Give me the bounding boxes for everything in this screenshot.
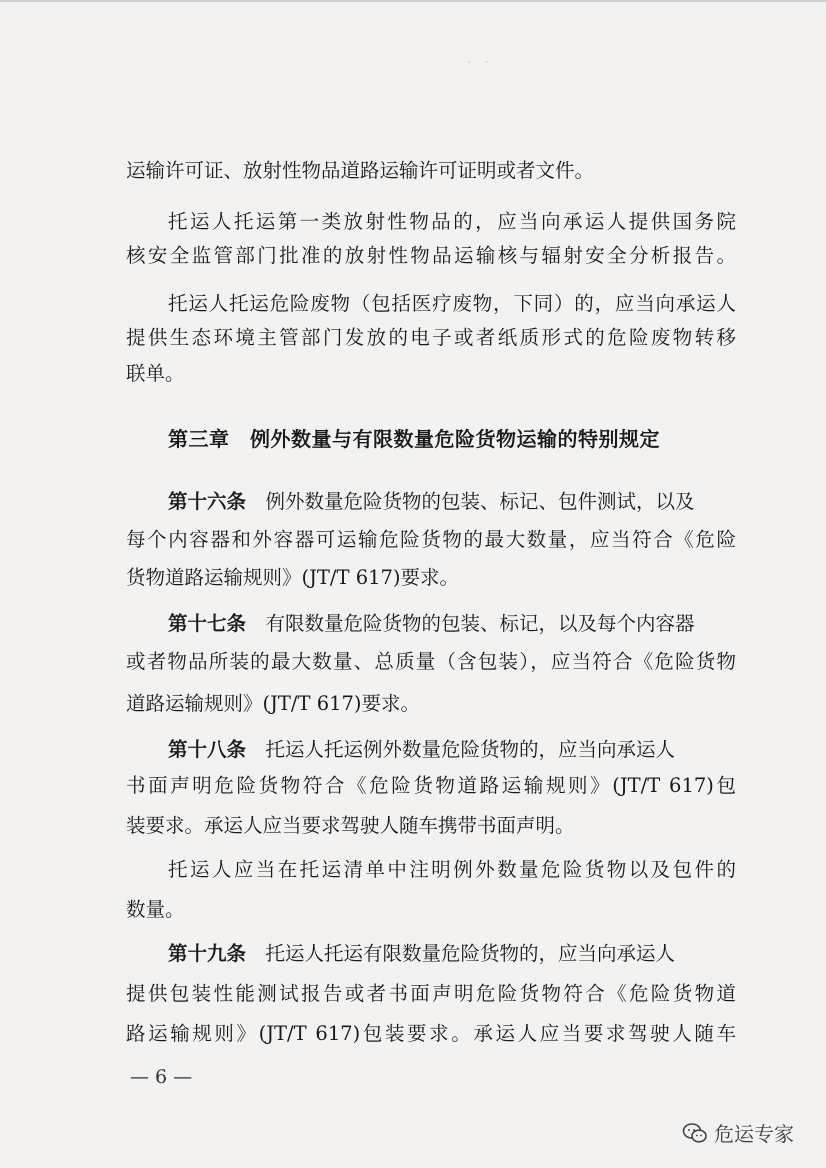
article-label: 第十九条 [168,942,247,965]
text-line: 托运人应当在托运清单中注明例外数量危险货物以及包件的 [168,858,736,881]
text-line: 托运人托运例外数量危险货物的，应当向承运人 [265,738,676,761]
text-line: 托运人托运危险废物（包括医疗废物，下同）的，应当向承运人 [168,292,736,315]
wechat-icon [682,1122,708,1144]
text-line: 托运人托运第一类放射性物品的，应当向承运人提供国务院 [168,210,736,233]
text-line: 提供包装性能测试报告或者书面声明危险货物符合《危险货物道 [126,982,736,1005]
article-label: 第十六条 [168,490,247,513]
text-line: 托运人托运有限数量危险货物的，应当向承运人 [265,942,676,965]
text-line: 每个内容器和外容器可运输危险货物的最大数量，应当符合《危险 [126,528,736,551]
text-line: 或者物品所装的最大数量、总质量（含包装），应当符合《危险货物 [126,650,736,673]
scan-speck: · · [468,58,494,67]
article-label: 第十八条 [168,738,247,761]
text-line: 装要求。承运人应当要求驾驶人随车携带书面声明。 [126,814,575,837]
article-label: 第十七条 [168,612,247,635]
text-line: 数量。 [126,898,185,921]
text-line: 书面声明危险货物符合《危险货物道路运输规则》(JT/T 617)包 [126,774,736,797]
article-19-first-line [168,940,736,968]
article-16-first-line [168,488,736,516]
text-line: 运输许可证、放射性物品道路运输许可证明或者文件。 [126,159,595,182]
text-line: 路运输规则》(JT/T 617)包装要求。承运人应当要求驾驶人随车 [126,1022,736,1045]
watermark [682,1118,794,1147]
watermark-text: 危运专家 [714,1122,794,1146]
article-18-first-line [168,736,736,764]
chapter-heading: 第三章 例外数量与有限数量危险货物运输的特别规定 [168,427,660,451]
text-line: 有限数量危险货物的包装、标记，以及每个内容器 [265,612,695,635]
text-line: 货物道路运输规则》(JT/T 617)要求。 [126,566,460,589]
text-line: 例外数量危险货物的包装、标记、包件测试，以及 [265,490,695,513]
text-line: 联单。 [126,362,185,385]
page-number: — 6 — [130,1066,193,1088]
text-line: 道路运输规则》(JT/T 617)要求。 [126,692,421,715]
text-line: 提供生态环境主管部门发放的电子或者纸质形式的危险废物转移 [126,326,736,349]
scan-edge [0,0,826,2]
text-line: 核安全监管部门批准的放射性物品运输核与辐射安全分析报告。 [126,244,736,267]
article-17-first-line [168,610,736,638]
